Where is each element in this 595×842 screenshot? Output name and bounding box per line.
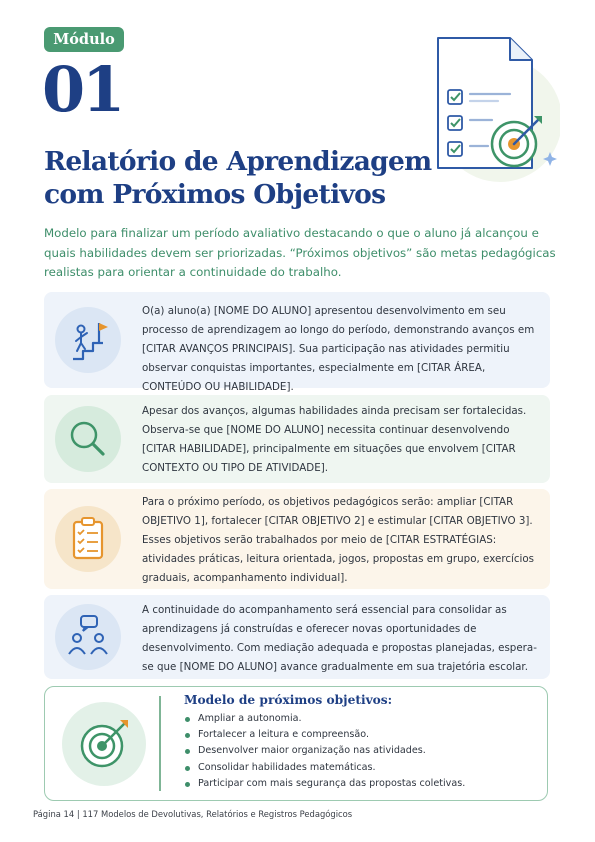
- objectives-list: [184, 711, 534, 792]
- section-card-achievements: [44, 292, 550, 393]
- section-text: A continuidade do acompanhamento será essencial para consolidar as aprendizagens já construídas e oferecer novas oportunidades de desenvolvimento. Com mediação adequada e propostas planejadas, espera-se que [NOME DO ALUNO] avance gradualmente em sua trajetória escolar.: [142, 604, 537, 673]
- section-text: O(a) aluno(a) [NOME DO ALUNO] apresentou desenvolvimento em seu processo de aprendizagem ao longo do período, demonstrando avanços em [CITAR AVANÇOS PRINCIPAIS]. Sua participação nas atividades permitiu observar conquistas importantes, especialmente em [CITAR ÁREA, CONTEÚDO OU HABILIDADE].: [142, 305, 535, 393]
- module-badge: Módulo: [44, 27, 124, 52]
- page-title-line-1: Relatório de Aprendizagem: [44, 146, 432, 177]
- section-card-skills-to-strengthen: [44, 395, 550, 483]
- section-icon-circle: [55, 604, 121, 670]
- module-number: 01: [42, 53, 123, 126]
- section-card-next-objectives: [44, 489, 550, 589]
- list-item: Participar com mais segurança das propostas coletivas.: [184, 776, 534, 792]
- list-item: Consolidar habilidades matemáticas.: [184, 760, 534, 776]
- intro-paragraph: Modelo para finalizar um período avaliativo destacando o que o aluno já alcançou e quais habilidades devem ser priorizadas. “Próximos objetivos” são metas pedagógicas realistas para orientar a continuidade do trabalho.: [44, 226, 556, 279]
- list-item: Fortalecer a leitura e compreensão.: [184, 727, 534, 743]
- list-item: Ampliar a autonomia.: [184, 711, 534, 727]
- page-title: [44, 145, 464, 211]
- target-icon-circle: [62, 702, 146, 786]
- page-footer: Página 14 | 117 Modelos de Devolutivas, Relatórios e Registros Pedagógicos: [33, 809, 353, 819]
- vertical-separator: [159, 696, 161, 791]
- section-card-continuity: [44, 595, 550, 679]
- objectives-title: Modelo de próximos objetivos:: [184, 693, 393, 707]
- section-text: Para o próximo período, os objetivos pedagógicos serão: ampliar [CITAR OBJETIVO 1], fortalecer [CITAR OBJETIVO 2] e estimular [CITAR OBJETIVO 3]. Esses objetivos serão trabalhados por meio de [CITAR ESTRATÉGIAS: atividades práticas, leitura orientada, jogos, propostas em grupo, exercícios graduais, acompanhamento individual].: [142, 496, 535, 584]
- climbing-flag-icon: [55, 307, 121, 373]
- section-icon-circle: [55, 307, 121, 373]
- magnifier-icon: [55, 406, 121, 472]
- section-icon-circle: [55, 406, 121, 472]
- checklist-document-illustration-icon: [410, 28, 560, 188]
- clipboard-checklist-icon: [55, 506, 121, 572]
- objectives-model-box: [44, 686, 548, 801]
- section-text: Apesar dos avanços, algumas habilidades ainda precisam ser fortalecidas. Observa-se que [NOME DO ALUNO] necessita continuar desenvolvendo [CITAR HABILIDADE], principalmente em situações que envolvem [CITAR CONTEXTO OU TIPO DE ATIVIDADE].: [142, 405, 527, 474]
- section-icon-circle: [55, 506, 121, 572]
- list-item: Desenvolver maior organização nas atividades.: [184, 743, 534, 759]
- people-conversation-icon: [55, 604, 121, 670]
- target-arrow-icon: [62, 702, 146, 786]
- page-title-line-2: com Próximos Objetivos: [44, 179, 386, 210]
